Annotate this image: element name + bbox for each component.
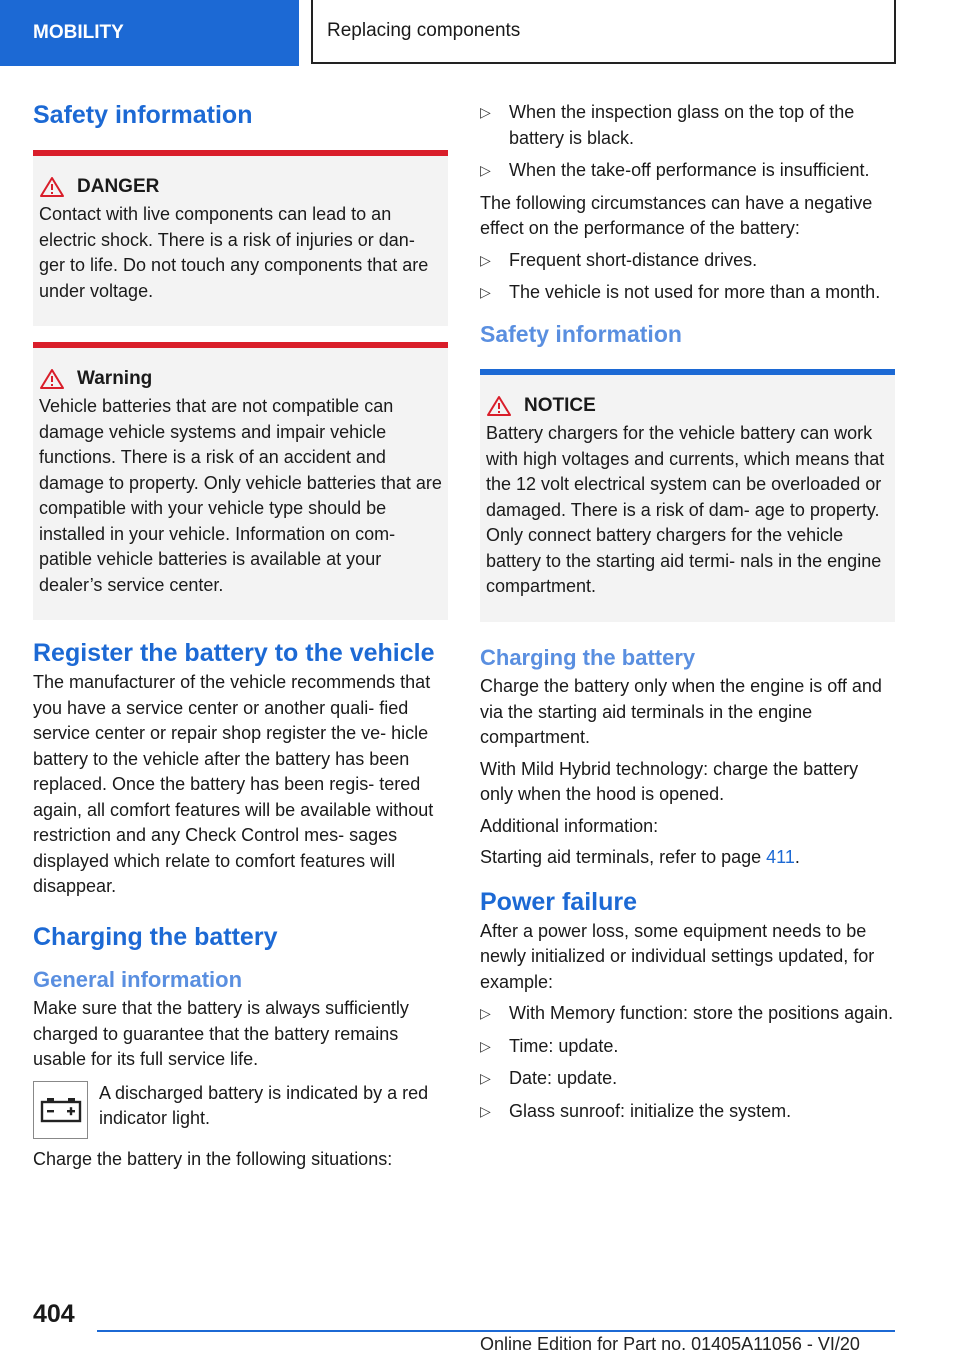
- warning-text: Vehicle batteries that are not compatible can damage vehicle systems and impair vehicle functions. There is a risk of an accident and damage to property. Only vehicle batteries that are compatible with your vehicle type should be installed in your vehicle. Information on com‐ patible vehicle batteries is available at your dealer’s service center.: [39, 396, 442, 595]
- warning-triangle-icon: [486, 395, 512, 417]
- general-info-text: Make sure that the battery is always sufficiently charged to guarantee that the battery remains usable for its full service life.: [33, 998, 409, 1070]
- battery-glyph-icon: [39, 1097, 83, 1123]
- notice-text: Battery chargers for the vehicle battery can work with high voltages and currents, which means that the 12 volt electrical system can be overloaded or damaged. There is a risk of dam‐ age to property. Only connect battery chargers for the vehicle battery to the starting aid termi‐ nals in the engine compartment.: [486, 423, 885, 597]
- safety-heading-2: Safety information: [480, 320, 682, 347]
- charge-situations-text: Charge the battery in the following situations:: [33, 1148, 393, 1169]
- notice-title: NOTICE: [524, 395, 596, 417]
- danger-title: DANGER: [77, 176, 160, 197]
- list-item: ▷ The vehicle is not used for more than a month.: [480, 280, 895, 306]
- negative-list: [480, 248, 895, 306]
- safety-heading: Safety information: [33, 101, 253, 129]
- charging-heading: Charging the battery: [33, 922, 278, 951]
- additional-info-label: Additional information:: [480, 815, 659, 836]
- warning-title: Warning: [77, 368, 153, 389]
- list-item: ▷ Time: update.: [480, 1034, 895, 1060]
- register-heading: Register the battery to the vehicle: [33, 639, 435, 667]
- page-link[interactable]: 411: [766, 847, 795, 868]
- right-column: [480, 100, 895, 1131]
- danger-text: Contact with live components can lead to an electric shock. There is a risk of injuries or dan‐ ger to life. Do not touch any components that are under voltage.: [39, 204, 429, 301]
- power-failure-text: After a power loss, some equipment needs to be newly initialized or individual settings updated, for example:: [480, 920, 875, 992]
- charging-text-1: Charge the battery only when the engine is off and via the starting aid terminals in the engine compartment.: [480, 676, 882, 748]
- edition-text: Online Edition for Part no. 01405A11056 - VI/20: [480, 1334, 860, 1354]
- section-title: Replacing components: [311, 0, 896, 64]
- list-item: ▷ Frequent short-distance drives.: [480, 248, 895, 274]
- warning-triangle-icon: [39, 176, 65, 198]
- list-item: ▷ Glass sunroof: initialize the system.: [480, 1099, 895, 1125]
- list-item: ▷ When the inspection glass on the top of the battery is black.: [480, 100, 895, 151]
- footer-divider: [97, 1330, 895, 1332]
- warning-box: [33, 342, 448, 620]
- page-number: 404: [33, 1300, 75, 1328]
- warning-triangle-icon: [39, 368, 65, 390]
- danger-box: [33, 150, 448, 326]
- general-info-heading: General information: [33, 966, 243, 992]
- page-reference: Starting aid terminals, refer to page 411.: [480, 847, 800, 868]
- register-text: The manufacturer of the vehicle recommends that you have a service center or another quali‐ fied service center or repair shop register the ve‐ hicle battery to the vehicle after the battery has been replaced. Once the battery has been regis‐ tered again, all comfort features will be available without restriction and any Check Control mes‐ sages displayed which relate to comfort features will disappear.: [33, 672, 434, 896]
- list-item: ▷ Date: update.: [480, 1066, 895, 1092]
- power-list: [480, 1001, 895, 1124]
- left-column: [33, 100, 448, 1178]
- negative-intro: The following circumstances can have a negative effect on the performance of the battery:: [480, 192, 873, 238]
- charging-heading-2: Charging the battery: [480, 644, 696, 670]
- chapter-tab[interactable]: MOBILITY: [0, 0, 299, 66]
- power-failure-heading: Power failure: [480, 887, 637, 916]
- situations-list: [480, 100, 895, 184]
- battery-icon: [33, 1081, 88, 1139]
- charging-text-2: With Mild Hybrid technology: charge the battery only when the hood is opened.: [480, 758, 859, 805]
- list-item: ▷ When the take-off performance is insufficient.: [480, 158, 895, 184]
- list-item: ▷ With Memory function: store the positions again.: [480, 1001, 895, 1027]
- battery-indicator-row: [33, 1081, 448, 1139]
- page-header: [0, 0, 960, 66]
- indicator-text: A discharged battery is indicated by a red indicator light.: [99, 1082, 429, 1129]
- notice-box: [480, 369, 895, 622]
